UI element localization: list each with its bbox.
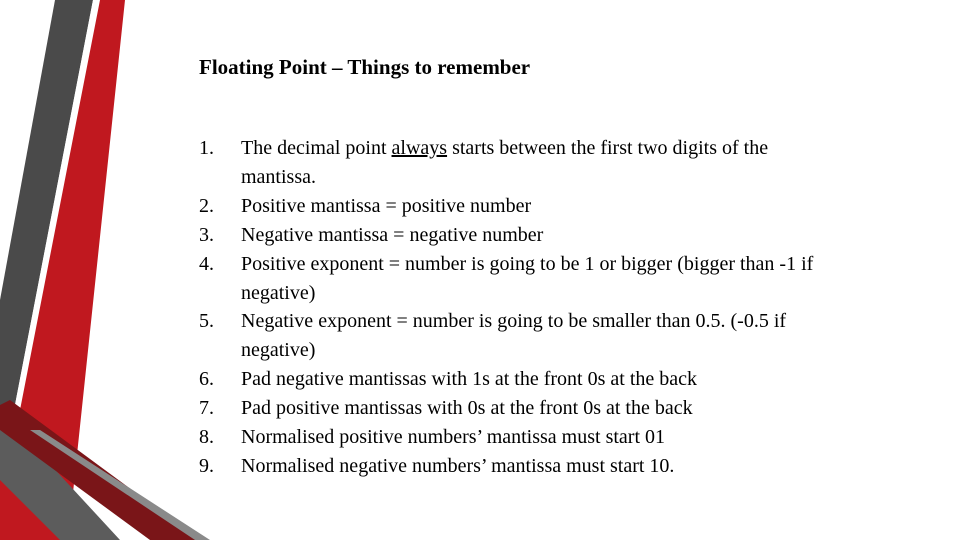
list-text: Normalised positive numbers’ mantissa must start 01 — [241, 426, 666, 449]
list-text: Normalised negative numbers’ mantissa must start 10. — [241, 454, 675, 477]
slide-title: Floating Point – Things to remember — [199, 55, 531, 79]
list-item — [199, 250, 819, 308]
list-text: Negative mantissa = negative number — [241, 223, 544, 246]
list-text: Negative exponent = number is going to be smaller than 0.5. (-0.5 if negative) — [241, 310, 787, 362]
list-number: 6. — [199, 368, 214, 391]
list-item — [199, 365, 819, 394]
list-item — [199, 423, 819, 452]
list-number: 3. — [199, 223, 214, 246]
rules-list — [199, 134, 819, 481]
emphasis-word: always — [391, 137, 448, 159]
list-item — [199, 192, 819, 221]
list-text: Positive mantissa = positive number — [241, 194, 532, 217]
list-text-prefix: The decimal point — [241, 137, 392, 159]
list-number: 2. — [199, 194, 214, 217]
list-item — [199, 307, 819, 365]
list-number: 8. — [199, 426, 214, 449]
list-number: 9. — [199, 454, 214, 477]
list-item — [199, 452, 819, 481]
list-item — [199, 221, 819, 250]
list-number: 4. — [199, 252, 214, 275]
list-item — [199, 394, 819, 423]
list-text: Pad negative mantissas with 1s at the front 0s at the back — [241, 368, 698, 391]
list-item — [199, 134, 819, 192]
list-text: Pad positive mantissas with 0s at the front 0s at the back — [241, 397, 693, 420]
list-number: 5. — [199, 310, 214, 333]
list-text: Positive exponent = number is going to be 1 or bigger (bigger than -1 if negative) — [241, 252, 814, 304]
list-number: 7. — [199, 397, 214, 420]
list-number: 1. — [199, 137, 214, 159]
list-text-suffix: starts between the first two digits of the mantissa. — [241, 137, 769, 188]
